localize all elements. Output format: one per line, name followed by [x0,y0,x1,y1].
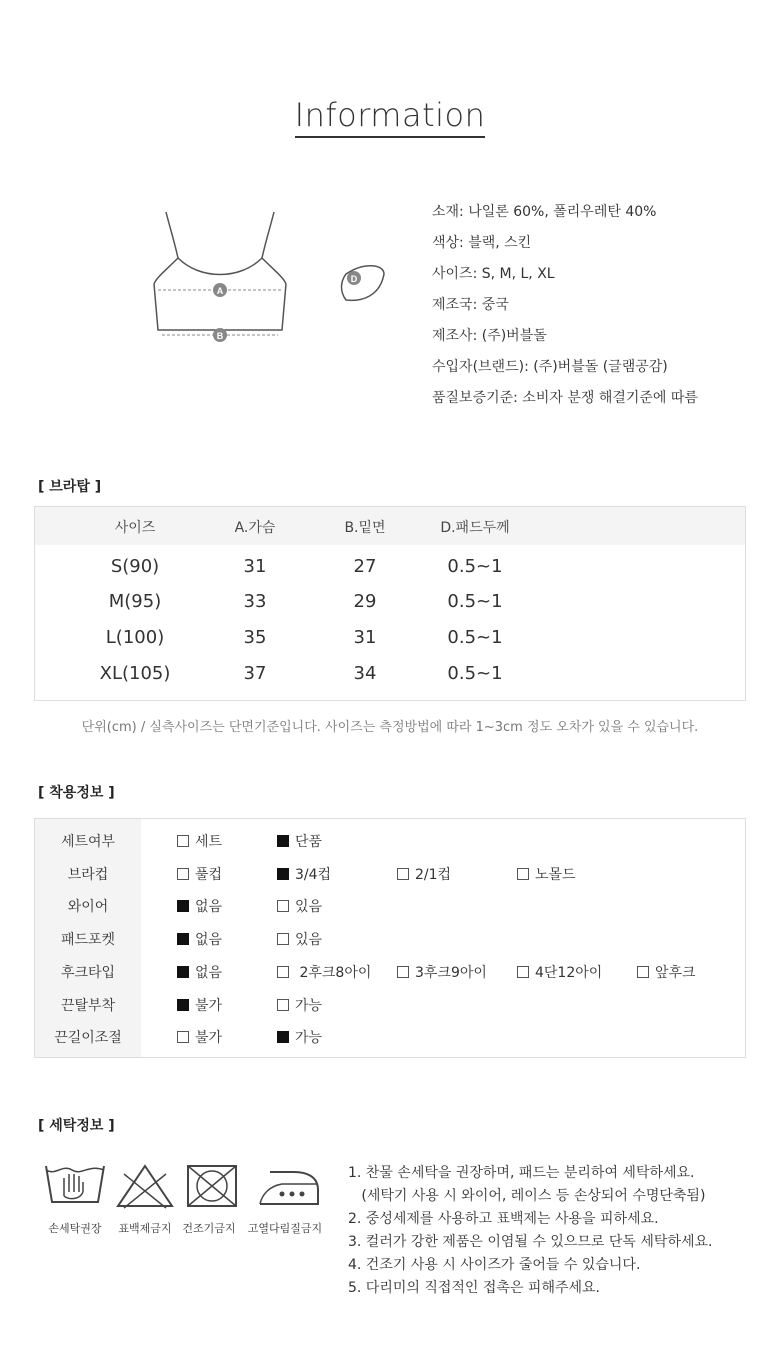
spec-country: 제조국: 중국 [432,297,509,313]
size-cell: S(90) [110,556,160,577]
wear-option-label: 불가 [195,997,223,1014]
wear-option [177,1027,222,1047]
wear-option [277,929,322,949]
wear-option [277,1027,322,1047]
wear-option [177,995,222,1015]
hand-wash-caption: 손세탁권장 [48,1222,102,1235]
header-size: 사이즈 [114,520,156,536]
size-section-label: [ 브라탑 ] [38,479,102,495]
wear-row-name: 세트여부 [60,834,116,850]
unchecked-box-icon [177,1031,189,1043]
wear-option-label: 2/1컵 [415,866,452,883]
size-cell: L(100) [105,627,165,648]
wear-row [35,890,745,922]
header-pad: D.패드두께 [440,520,510,536]
wear-option-label: 3/4컵 [295,866,332,883]
wear-option [177,864,222,884]
checked-box-icon [277,835,289,847]
wear-option [277,962,371,982]
unchecked-box-icon [277,900,289,912]
wear-option-label: 노몰드 [535,866,576,883]
spec-quality: 품질보증기준: 소비자 분쟁 해결기준에 따름 [432,390,698,406]
label-a: A [216,286,224,296]
wear-row-name: 패드포켓 [60,932,116,949]
unchecked-box-icon [637,966,649,978]
wear-option-label: 가능 [295,997,323,1014]
unchecked-box-icon [277,933,289,945]
size-table-header [35,507,745,545]
wear-option-label: 있음 [295,899,323,916]
header-bottom: B.밑면 [344,520,386,536]
no-bleach-icon [112,1162,178,1210]
care-instruction: 4. 건조기 사용 시 사이즈가 줄어들 수 있습니다. [348,1257,641,1273]
checked-box-icon [277,1031,289,1043]
wear-option-label: 없음 [195,964,223,981]
wear-option-label: 불가 [195,1030,223,1047]
spec-color: 색상: 블랙, 스킨 [432,235,532,251]
wear-option [177,962,222,982]
wear-option-label: 없음 [195,899,223,916]
bottom-cell: 31 [353,627,377,648]
no-tumble-dry-caption: 건조기금지 [182,1222,236,1235]
spec-manufacturer: 제조사: (주)버블돌 [432,328,547,344]
wear-row [35,989,745,1021]
wear-option [277,896,322,916]
wear-option [177,831,222,851]
unchecked-box-icon [517,966,529,978]
checked-box-icon [277,868,289,880]
checked-box-icon [177,933,189,945]
care-instruction: 2. 중성세제를 사용하고 표백제는 사용을 피하세요. [348,1211,659,1227]
no-tumble-dry-icon [182,1162,248,1210]
wear-option [277,864,331,884]
size-cell: XL(105) [99,663,171,684]
header-chest: A.가슴 [234,520,276,536]
care-instructions [348,1162,712,1300]
pad-cell: 0.5~1 [447,663,503,684]
care-instruction: 5. 다리미의 직접적인 접촉은 피해주세요. [348,1280,600,1296]
chest-cell: 37 [243,663,267,684]
product-specs [432,200,698,417]
wear-option [277,995,322,1015]
unchecked-box-icon [177,835,189,847]
wear-option [397,962,487,982]
care-instruction: 3. 컬러가 강한 제품은 이염될 수 있으므로 단독 세탁하세요. [348,1234,713,1250]
chest-cell: 33 [243,591,267,612]
bra-top-diagram [140,200,400,360]
wear-option-label: 단품 [295,834,323,850]
wear-row-name: 후크타입 [60,964,116,981]
care-instruction: 1. 찬물 손세탁을 권장하며, 패드는 분리하여 세탁하세요. [348,1165,695,1181]
bra-top-illustration [140,200,400,360]
size-cell: M(95) [108,591,162,612]
pad-cell: 0.5~1 [447,591,503,612]
wear-option-label: 4단12아이 [535,964,603,981]
wear-row-name: 와이어 [67,899,109,916]
size-table [34,506,746,701]
high-iron-no-icon [256,1162,322,1210]
label-d: D [350,274,358,284]
checked-box-icon [177,900,189,912]
care-section-label: [ 세탁정보 ] [38,1118,115,1134]
pad-cell: 0.5~1 [447,556,503,577]
wear-row-name: 끈탈부착 [60,997,116,1014]
care-instruction: (세탁기 사용 시 와이어, 레이스 등 손상되어 수명단축됨) [348,1188,706,1204]
unchecked-box-icon [517,868,529,880]
hand-wash-icon [42,1162,108,1210]
checked-box-icon [177,999,189,1011]
spec-size: 사이즈: S, M, L, XL [432,266,555,282]
wear-option-label: 없음 [195,932,223,949]
chest-cell: 35 [243,627,267,648]
wear-option [517,864,576,884]
unchecked-box-icon [277,999,289,1011]
pad-shape [342,266,385,301]
unchecked-box-icon [397,868,409,880]
wear-option [637,962,696,982]
spec-material: 소재: 나일론 60%, 폴리우레탄 40% [432,204,657,220]
bottom-cell: 34 [353,663,377,684]
page-title: Information [0,96,780,134]
wear-row [35,858,745,890]
bottom-cell: 29 [353,591,377,612]
high-iron-no-caption: 고열다림질금지 [247,1222,323,1235]
wear-option-label: 가능 [295,1030,323,1047]
wear-row [35,923,745,955]
wear-row-name: 끈길이조절 [54,1030,122,1047]
wear-row [35,825,745,857]
label-b: B [216,331,224,341]
checked-box-icon [177,966,189,978]
wear-option [397,864,451,884]
wear-row [35,1021,745,1053]
wear-option-label: 풀컵 [195,866,223,883]
spec-importer: 수입자(브랜드): (주)버블돌 (글램공감) [432,359,668,375]
unchecked-box-icon [277,966,289,978]
wear-option [177,896,222,916]
unchecked-box-icon [397,966,409,978]
wear-option [277,831,322,851]
wear-option [517,962,602,982]
wear-option [177,929,222,949]
chest-cell: 31 [243,556,267,577]
wear-info-table [34,818,746,1058]
wear-section-label: [ 착용정보 ] [38,785,115,801]
wear-option-label: 있음 [295,932,323,949]
bottom-cell: 27 [353,556,377,577]
size-note: 단위(cm) / 실측사이즈는 단면기준입니다. 사이즈는 측정방법에 따라 1~3cm 정도 오차가 있을 수 있습니다. [81,720,699,735]
wear-row-name: 브라컵 [67,866,109,883]
unchecked-box-icon [177,868,189,880]
wear-option-label: 2후크8아이 [295,964,372,981]
wear-option-label: 3후크9아이 [415,964,487,981]
pad-cell: 0.5~1 [447,627,503,648]
wear-row [35,956,745,988]
no-bleach-caption: 표백제금지 [118,1222,172,1235]
wear-option-label: 세트 [195,834,223,850]
wear-option-label: 앞후크 [655,964,696,981]
